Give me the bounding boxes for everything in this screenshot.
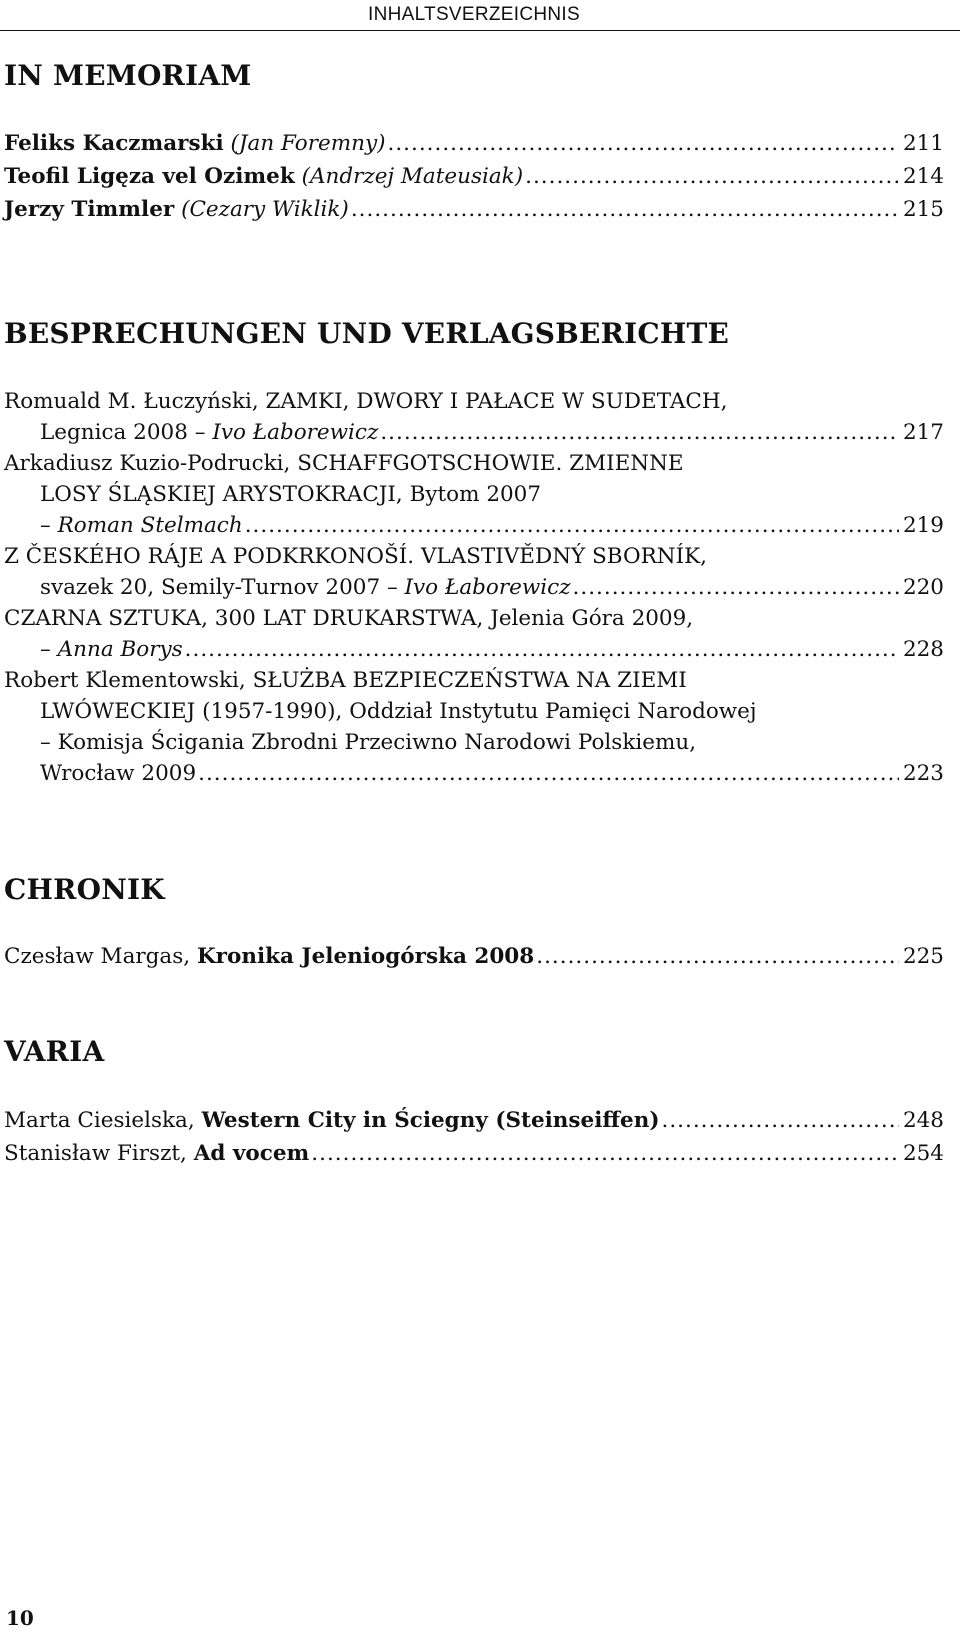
entry-author: Stanisław Firszt, <box>4 1141 194 1166</box>
entry-line: Z ČESKÉHO RÁJE A PODKRKONOŠÍ. VLASTIVĚDNÝ SBORNÍK, <box>4 544 707 569</box>
dot-leader <box>388 128 899 159</box>
toc-entry-czarna-sztuka[interactable] <box>4 603 944 665</box>
entry-line: LOSY ŚLĄSKIEJ ARYSTOKRACJI, Bytom 2007 <box>40 482 542 507</box>
running-head: INHALTSVERZEICHNIS <box>368 4 580 25</box>
entry-author: Ivo Łaborewicz <box>212 420 379 445</box>
page-number: 214 <box>902 164 944 189</box>
entry-line: Robert Klementowski, SŁUŻBA BEZPIECZEŃSTWA NA ZIEMI <box>4 668 687 693</box>
entry-author: Anna Borys <box>57 637 183 662</box>
entry-author: Czesław Margas, <box>4 944 197 969</box>
dot-leader <box>380 417 899 448</box>
page-number: 217 <box>902 420 944 445</box>
entry-name: Jerzy Timmler <box>4 197 175 222</box>
section-title-memoriam: IN MEMORIAM <box>4 59 252 92</box>
section-title-varia: VARIA <box>4 1035 105 1068</box>
toc-entry-kaczmarski[interactable] <box>4 128 944 159</box>
toc-entry-ligeza[interactable] <box>4 161 944 192</box>
entry-text: – <box>40 637 58 662</box>
entry-author: (Jan Foremny) <box>230 131 386 156</box>
entry-title: Kronika Jeleniogórska 2008 <box>196 944 535 969</box>
page-number: 254 <box>902 1141 944 1166</box>
entry-text: svazek 20, Semily-Turnov 2007 – <box>40 575 405 600</box>
dot-leader <box>311 1138 899 1169</box>
dot-leader <box>185 634 899 665</box>
entry-text: – <box>40 513 58 538</box>
entry-line: LWÓWECKIEJ (1957-1990), Oddział Instytutu Pamięci Narodowej <box>40 699 757 724</box>
entry-line: Romuald M. Łuczyński, ZAMKI, DWORY I PAŁACE W SUDETACH, <box>4 389 728 414</box>
entry-text: Wrocław 2009 <box>40 761 197 786</box>
dot-leader <box>525 161 899 192</box>
entry-line: Arkadiusz Kuzio-Podrucki, SCHAFFGOTSCHOWIE. ZMIENNE <box>4 451 684 476</box>
page-number: 228 <box>902 637 944 662</box>
toc-entry-luczynski[interactable] <box>4 386 944 448</box>
entry-title: Western City in Ściegny (Steinseiffen) <box>201 1108 660 1133</box>
toc-entry-ciesielska[interactable] <box>4 1105 944 1136</box>
entry-author: Ivo Łaborewicz <box>404 575 571 600</box>
page-number: 223 <box>902 761 944 786</box>
entry-author: (Cezary Wiklik) <box>181 197 349 222</box>
entry-line: CZARNA SZTUKA, 300 LAT DRUKARSTWA, Jelenia Góra 2009, <box>4 606 694 631</box>
page-number: 215 <box>902 197 944 222</box>
entry-title: Ad vocem <box>193 1141 310 1166</box>
dot-leader <box>573 572 899 603</box>
toc-entry-margas[interactable] <box>4 941 944 972</box>
page-number: 211 <box>902 131 944 156</box>
page-number: 219 <box>902 513 944 538</box>
dot-leader <box>245 510 899 541</box>
dot-leader <box>536 941 899 972</box>
entry-author: Marta Ciesielska, <box>4 1108 202 1133</box>
entry-line: – Komisja Ścigania Zbrodni Przeciwno Narodowi Polskiemu, <box>40 730 697 755</box>
dot-leader <box>198 758 899 789</box>
entry-name: Teofil Ligęza vel Ozimek <box>4 164 295 189</box>
entry-name: Feliks Kaczmarski <box>4 131 224 156</box>
page-number: 220 <box>902 575 944 600</box>
header-rule <box>0 30 960 31</box>
toc-entry-kuzio-podrucki[interactable] <box>4 448 944 541</box>
page-folio: 10 <box>6 1606 34 1630</box>
dot-leader <box>351 194 899 225</box>
page-number: 248 <box>902 1108 944 1133</box>
entry-text: Legnica 2008 – <box>40 420 213 445</box>
section-title-chronik: CHRONIK <box>4 873 165 906</box>
toc-entry-klementowski[interactable] <box>4 665 944 789</box>
entry-author: Roman Stelmach <box>57 513 243 538</box>
dot-leader <box>662 1105 899 1136</box>
section-title-besprechungen: BESPRECHUNGEN UND VERLAGSBERICHTE <box>4 317 730 350</box>
page-number: 225 <box>902 944 944 969</box>
toc-entry-timmler[interactable] <box>4 194 944 225</box>
toc-entry-firszt[interactable] <box>4 1138 944 1169</box>
toc-entry-cesky-raj[interactable] <box>4 541 944 603</box>
entry-author: (Andrzej Mateusiak) <box>301 164 524 189</box>
